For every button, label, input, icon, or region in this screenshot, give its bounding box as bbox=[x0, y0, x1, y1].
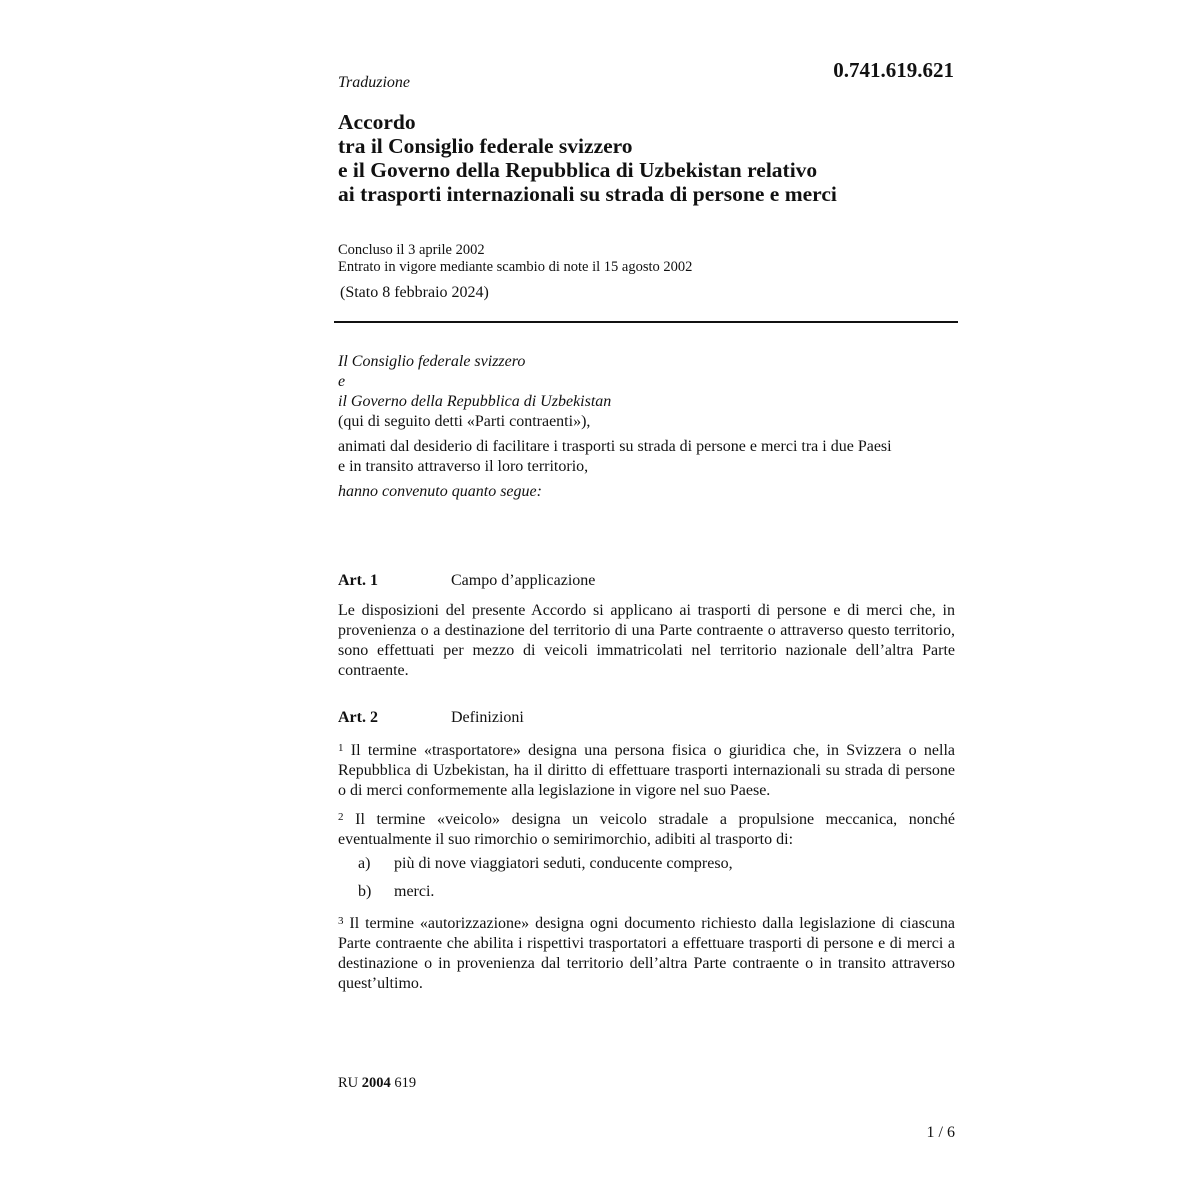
ru-year: 2004 bbox=[361, 1075, 391, 1091]
art1-text: Le disposizioni del presente Accordo si applicano ai trasporti di persone e di merci che, in provenienza o a destinazione del territorio di una Parte contraente o attraverso questo territorio, sono effettuati per mezzo di veicoli immatricolati nel territorio nazionale dell’altra Parte contraente. bbox=[338, 602, 955, 679]
title-line: e il Governo della Repubblica di Uzbekistan relativo bbox=[338, 158, 818, 182]
list-item-text: merci. bbox=[394, 883, 435, 900]
list-item-a bbox=[358, 855, 733, 873]
ru-page: 619 bbox=[394, 1075, 417, 1091]
preamble-motive-line1: animati dal desiderio di facilitare i trasporti su strada di persone e merci tra i due Paesi bbox=[338, 438, 892, 455]
paragraph-number: 1 bbox=[338, 742, 344, 754]
official-compilation-reference bbox=[338, 1075, 416, 1092]
list-item-label: b) bbox=[358, 883, 372, 900]
status-date: (Stato 8 febbraio 2024) bbox=[340, 284, 489, 301]
list-item-b bbox=[358, 883, 434, 901]
paragraph-number: 3 bbox=[338, 915, 344, 927]
art2-paragraph-2 bbox=[338, 807, 955, 850]
preamble-party2: il Governo della Repubblica di Uzbekistan bbox=[338, 393, 612, 410]
concluded-date: Concluso il 3 aprile 2002 bbox=[338, 242, 485, 258]
page-number: 1 / 6 bbox=[926, 1124, 955, 1141]
entry-into-force: Entrato in vigore mediante scambio di note il 15 agosto 2002 bbox=[338, 259, 693, 275]
title-line: tra il Consiglio federale svizzero bbox=[338, 134, 633, 158]
preamble-party1: Il Consiglio federale svizzero bbox=[338, 353, 526, 370]
preamble-motive-line2: e in transito attraverso il loro territorio, bbox=[338, 458, 589, 475]
art2-heading bbox=[338, 709, 524, 727]
art1-title: Campo d’applicazione bbox=[451, 572, 596, 589]
preamble-agreed: hanno convenuto quanto segue: bbox=[338, 483, 542, 500]
sr-number: 0.741.619.621 bbox=[833, 58, 954, 82]
art1-number: Art. 1 bbox=[338, 572, 378, 589]
art2-number: Art. 2 bbox=[338, 709, 378, 726]
preamble bbox=[338, 352, 958, 502]
art2-paragraph-1 bbox=[338, 738, 955, 801]
list-item-label: a) bbox=[358, 855, 371, 872]
paragraph-text: Il termine «autorizzazione» designa ogni documento richiesto dalla legislazione di ciascuna Parte contraente che abilita i rispettivi trasportatori a effettuare trasporti di persone e di merci a destinazione o in provenienza dal territorio dell’altra Parte contraente o in transito attraverso quest’ultimo. bbox=[338, 915, 956, 992]
art1-heading bbox=[338, 572, 595, 590]
paragraph-text: Il termine «trasportatore» designa una persona fisica o giuridica che, in Svizzera o nella Repubblica di Uzbekistan, ha il diritto di effettuare trasporti internazionali su strada di persone o di merci conformemente alla legislazione in vigore nel suo Paese. bbox=[338, 742, 955, 799]
preamble-conj: e bbox=[338, 373, 346, 390]
translation-label: Traduzione bbox=[338, 74, 411, 91]
list-item-text: più di nove viaggiatori seduti, conducente compreso, bbox=[394, 855, 733, 872]
document-title bbox=[338, 110, 978, 206]
paragraph-text: Il termine «veicolo» designa un veicolo stradale a propulsione meccanica, nonché eventualmente il suo rimorchio o semirimorchio, adibiti al trasporto di: bbox=[338, 811, 955, 848]
ru-prefix: RU bbox=[338, 1075, 359, 1091]
document-meta bbox=[338, 242, 692, 276]
preamble-hereinafter: (qui di seguito detti «Parti contraenti»), bbox=[338, 413, 591, 430]
art2-title: Definizioni bbox=[451, 709, 524, 726]
header-divider bbox=[334, 321, 958, 323]
title-line: Accordo bbox=[338, 110, 416, 134]
art2-paragraph-3 bbox=[338, 911, 955, 994]
paragraph-number: 2 bbox=[338, 811, 344, 823]
title-line: ai trasporti internazionali su strada di persone e merci bbox=[338, 182, 837, 206]
